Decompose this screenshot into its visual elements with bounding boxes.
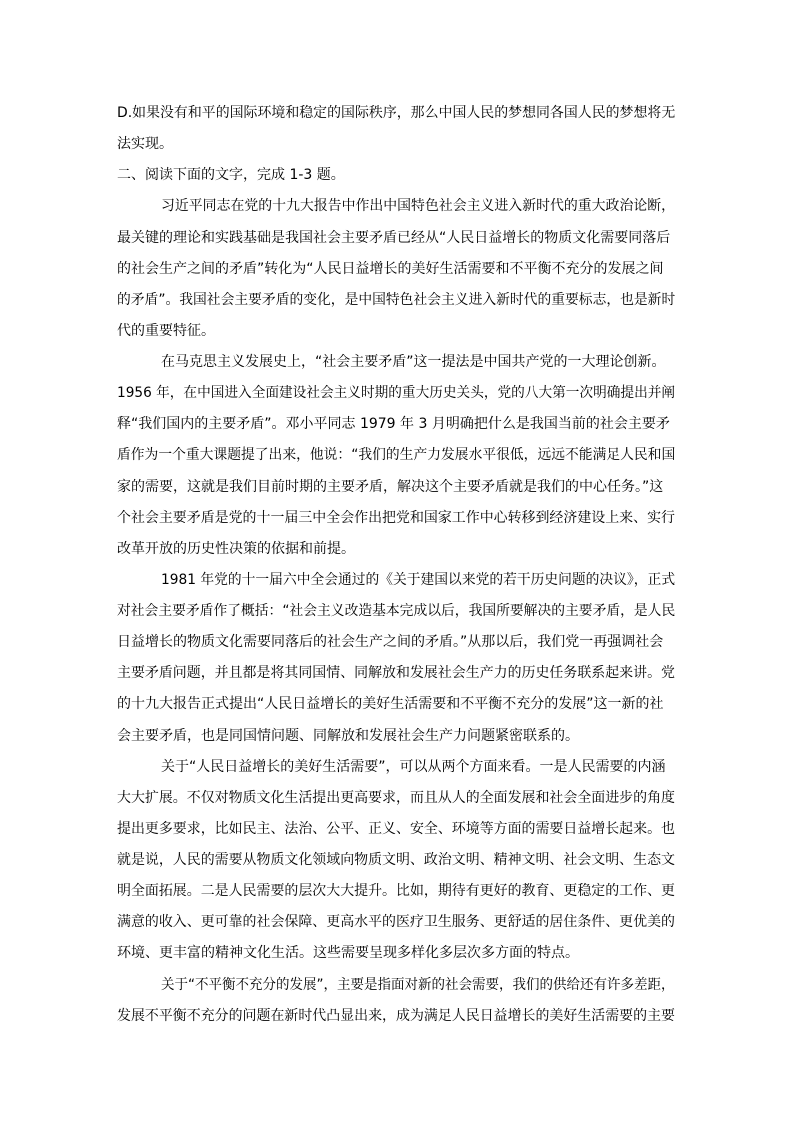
text-line: 释“我们国内的主要矛盾”。邓小平同志 1979 年 3 月明确把什么是我国当前的社会主要矛 <box>117 416 670 432</box>
text-line: 发展不平衡不充分的问题在新时代凸显出来，成为满足人民日益增长的美好生活需要的主要 <box>117 1008 675 1024</box>
text-line: 改革开放的历史性决策的依据和前提。 <box>117 541 355 557</box>
text-line: 就是说，人民的需要从物质文化领域向物质文明、政治文明、精神文明、社会文明、生态文 <box>117 852 675 868</box>
text-line: 提出更多要求，比如民主、法治、公平、正义、安全、环境等方面的需要日益增长起来。也 <box>117 821 675 837</box>
text-line: 二、阅读下面的文字，完成 1-3 题。 <box>117 167 345 183</box>
text-line: 法实现。 <box>117 136 173 152</box>
text-line: 在马克思主义发展史上，“社会主要矛盾”这一提法是中国共产党的一大理论创新。 <box>161 354 666 370</box>
text-line: 最关键的理论和实践基础是我国社会主要矛盾已经从“人民日益增长的物质文化需要同落后 <box>117 230 671 246</box>
text-line: 主要矛盾问题，并且都是将其同国情、同解放和发展社会生产力的历史任务联系起来讲。党 <box>117 665 675 681</box>
text-line: 对社会主要矛盾作了概括：“社会主义改造基本完成以后，我国所要解决的主要矛盾，是人民 <box>117 603 676 619</box>
text-line: 家的需要，这就是我们目前时期的主要矛盾，解决这个主要矛盾就是我们的中心任务。”这 <box>117 479 664 495</box>
text-line: 代的重要特征。 <box>117 323 215 339</box>
text-line: 1956 年，在中国进入全面建设社会主义时期的重大历史关头，党的八大第一次明确提出并阐 <box>117 385 676 401</box>
text-line: 关于“人民日益增长的美好生活需要”，可以从两个方面来看。一是人民需要的内涵 <box>161 759 666 775</box>
text-line: 日益增长的物质文化需要同落后的社会生产之间的矛盾。”从那以后，我们党一再强调社会 <box>117 634 664 650</box>
text-line: 满意的收入、更可靠的社会保障、更高水平的医疗卫生服务、更舒适的居住条件、更优美的 <box>117 914 675 930</box>
text-line: 的矛盾”。我国社会主要矛盾的变化，是中国特色社会主义进入新时代的重要标志，也是新时 <box>117 292 676 308</box>
text-line: 盾作为一个重大课题提了出来，他说：“我们的生产力发展水平很低，远远不能满足人民和国 <box>117 447 676 463</box>
text-line: 1981 年党的十一届六中全会通过的《关于建国以来党的若干历史问题的决议》，正式 <box>161 572 676 588</box>
text-line: 习近平同志在党的十九大报告中作出中国特色社会主义进入新时代的重大政治论断， <box>161 198 676 214</box>
text-line: 个社会主要矛盾是党的十一届三中全会作出把党和国家工作中心转移到经济建设上来、实行 <box>117 510 675 526</box>
text-line: 的十九大报告正式提出“人民日益增长的美好生活需要和不平衡不充分的发展”这一新的社 <box>117 696 664 712</box>
text-line: 的社会生产之间的矛盾”转化为“人民日益增长的美好生活需要和不平衡不充分的发展之间 <box>117 261 664 277</box>
text-line: D.如果没有和平的国际环境和稳定的国际秩序，那么中国人民的梦想同各国人民的梦想将无 <box>117 105 676 121</box>
text-line: 环境、更丰富的精神文化生活。这些需要呈现多样化多层次多方面的特点。 <box>117 945 579 961</box>
text-line: 明全面拓展。二是人民需要的层次大大提升。比如，期待有更好的教育、更稳定的工作、更 <box>117 883 675 899</box>
text-line: 关于“不平衡不充分的发展”，主要是指面对新的社会需要，我们的供给还有许多差距， <box>161 977 675 993</box>
text-line: 大大扩展。不仅对物质文化生活提出更高要求，而且从人的全面发展和社会全面进步的角度 <box>117 790 675 806</box>
text-line: 会主要矛盾，也是同国情问题、同解放和发展社会生产力问题紧密联系的。 <box>117 728 579 744</box>
